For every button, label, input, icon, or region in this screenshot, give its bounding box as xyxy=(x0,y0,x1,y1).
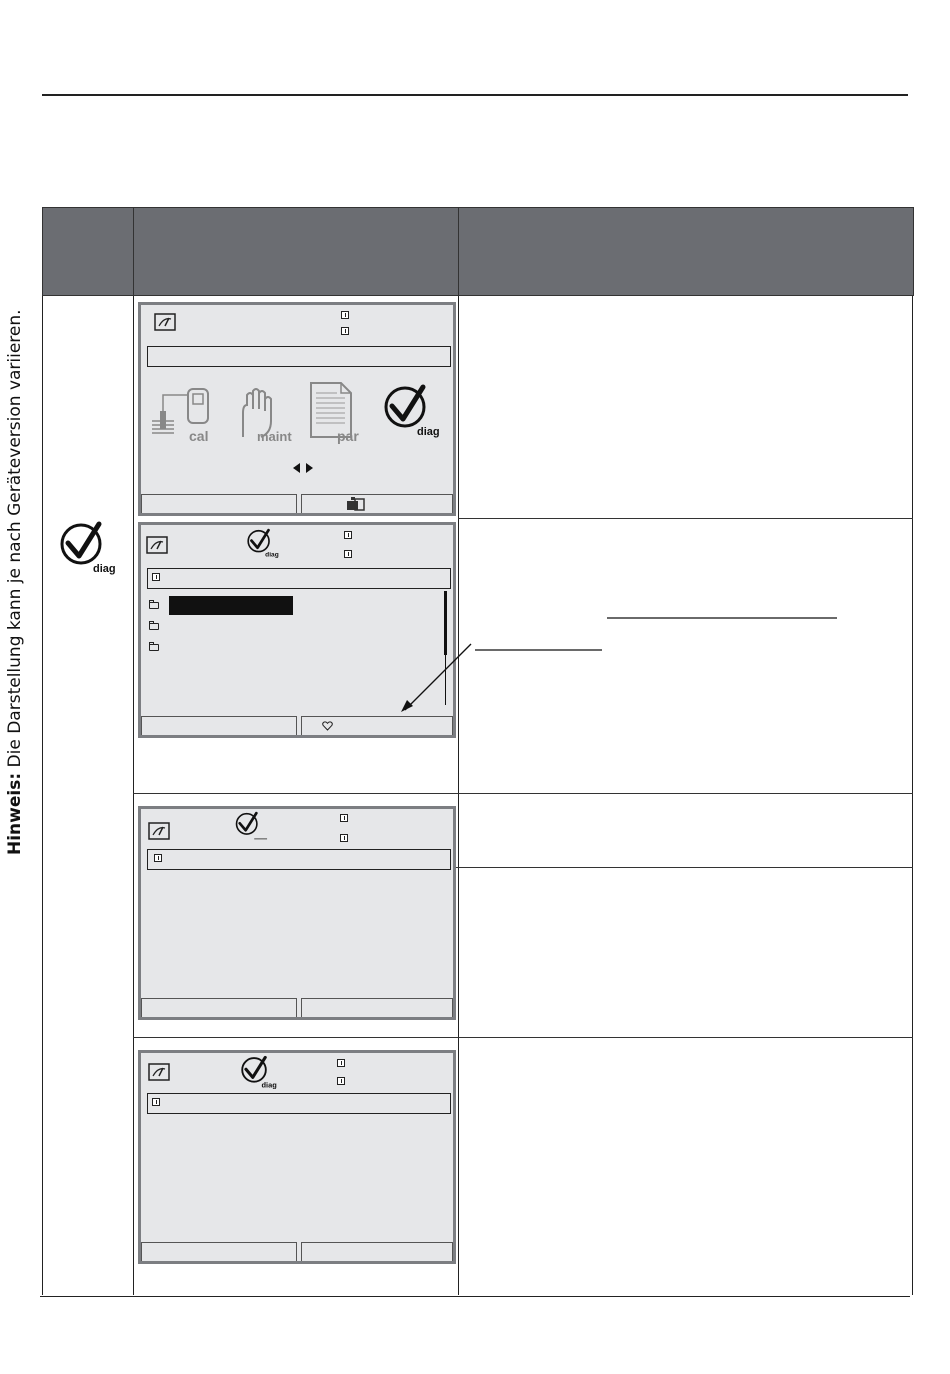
row-line xyxy=(454,867,913,868)
diag-menu-icon[interactable] xyxy=(381,383,445,445)
side-note: Hinweis: Die Darstellung kann je nach Geräteversion variieren. xyxy=(5,309,25,855)
list-item-selected[interactable] xyxy=(169,596,293,615)
cal-menu-icon[interactable] xyxy=(149,385,225,447)
callout-arrow xyxy=(395,612,845,712)
check-diag-icon xyxy=(233,811,269,841)
left-right-arrows-icon[interactable] xyxy=(291,462,315,474)
info-square-icon xyxy=(152,1098,160,1106)
svg-text:diag: diag xyxy=(265,551,279,559)
check-diag-icon xyxy=(244,528,282,562)
column-line xyxy=(912,296,913,1295)
svg-text:par: par xyxy=(337,428,359,444)
row-line xyxy=(133,1037,913,1038)
softkey-left[interactable] xyxy=(141,494,297,513)
bottom-rule xyxy=(40,1296,910,1297)
maint-menu-icon[interactable] xyxy=(231,383,295,447)
info-square-icon xyxy=(344,531,352,539)
list-item[interactable] xyxy=(169,617,293,635)
device-screen-detail xyxy=(138,806,456,1020)
softkey-left[interactable] xyxy=(141,1242,297,1261)
info-square-icon xyxy=(337,1077,345,1085)
info-square-icon xyxy=(341,327,349,335)
check-diag-icon xyxy=(239,1055,279,1091)
meter-icon xyxy=(154,313,176,331)
svg-text:maint: maint xyxy=(257,429,292,444)
folder-icon xyxy=(149,644,159,651)
svg-text:diag: diag xyxy=(261,1080,277,1090)
header-divider xyxy=(458,207,459,296)
row-line xyxy=(458,518,913,519)
softkey-right[interactable] xyxy=(301,716,453,735)
header-divider xyxy=(133,207,134,296)
folder-icon xyxy=(149,602,159,609)
svg-text:diag: diag xyxy=(93,563,116,575)
softkey-left[interactable] xyxy=(141,716,297,735)
info-square-icon xyxy=(340,814,348,822)
info-square-icon xyxy=(341,311,349,319)
column-line xyxy=(458,296,459,1295)
status-line xyxy=(147,346,451,367)
softkey-left[interactable] xyxy=(141,998,297,1017)
folder-icon xyxy=(149,623,159,630)
top-rule xyxy=(42,94,908,96)
svg-text:diag: diag xyxy=(417,426,440,438)
info-square-icon xyxy=(344,550,352,558)
info-square-icon xyxy=(340,834,348,842)
heart-icon xyxy=(322,721,333,731)
softkey-right[interactable] xyxy=(301,998,453,1017)
info-square-icon xyxy=(154,854,162,862)
status-line xyxy=(147,849,451,870)
column-line xyxy=(42,296,43,1295)
meter-icon xyxy=(148,1063,170,1081)
par-menu-icon[interactable] xyxy=(307,381,367,447)
device-switch-icon xyxy=(346,496,366,511)
status-line xyxy=(147,1093,451,1114)
info-square-icon xyxy=(337,1059,345,1067)
list-item[interactable] xyxy=(169,638,293,656)
svg-text:cal: cal xyxy=(189,428,209,444)
device-screen-detail-2 xyxy=(138,1050,456,1264)
meter-icon xyxy=(148,822,170,840)
meter-icon xyxy=(146,536,168,554)
status-line xyxy=(147,568,451,589)
softkey-right[interactable] xyxy=(301,494,453,513)
table-header xyxy=(42,207,914,296)
info-square-icon xyxy=(152,573,160,581)
check-diag-icon xyxy=(57,520,119,578)
softkey-right[interactable] xyxy=(301,1242,453,1261)
device-screen-menu xyxy=(138,302,456,516)
column-line xyxy=(133,296,134,1295)
row-line xyxy=(133,793,913,794)
